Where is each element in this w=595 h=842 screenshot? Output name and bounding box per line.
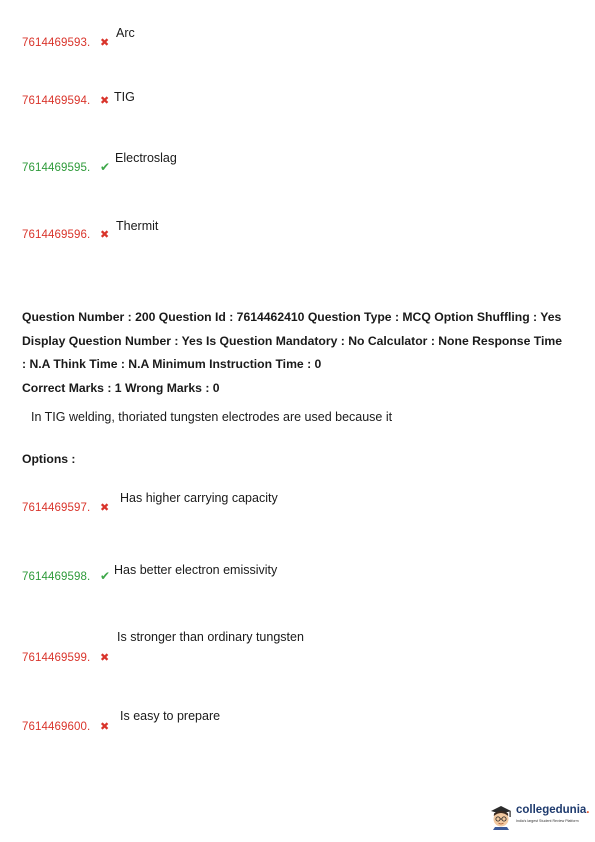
option-text: TIG	[114, 90, 135, 104]
option-id: 7614469596.	[22, 229, 91, 241]
mascot-icon	[488, 800, 514, 830]
brand-tagline: India's largest Student Review Platform	[516, 819, 579, 823]
check-icon: ✔	[100, 569, 111, 583]
cross-icon: ✖	[100, 37, 110, 49]
cross-icon: ✖	[100, 502, 110, 514]
cross-icon: ✖	[100, 95, 110, 107]
question-meta-line-3: : N.A Think Time : N.A Minimum Instruction Time : 0	[22, 357, 322, 371]
cross-icon: ✖	[100, 652, 110, 664]
option-text: Thermit	[116, 219, 159, 233]
option-id: 7614469600.	[22, 721, 91, 733]
option-text: Is stronger than ordinary tungsten	[117, 630, 304, 644]
check-icon: ✔	[100, 160, 111, 174]
options-label: Options :	[22, 452, 76, 466]
cross-icon: ✖	[100, 721, 110, 733]
option-text: Arc	[116, 26, 135, 40]
cross-icon: ✖	[100, 229, 110, 241]
option-id: 7614469595.	[22, 162, 91, 174]
option-id: 7614469598.	[22, 571, 91, 583]
question-meta-line-1: Question Number : 200 Question Id : 7614462410 Question Type : MCQ Option Shuffling : Yes	[22, 310, 562, 324]
question-marks: Correct Marks : 1 Wrong Marks : 0	[22, 380, 220, 395]
question-text: In TIG welding, thoriated tungsten electrodes are used because it	[31, 410, 393, 424]
option-text: Electroslag	[115, 151, 177, 165]
option-id: 7614469597.	[22, 502, 91, 514]
question-meta	[22, 306, 582, 400]
option-text: Has better electron emissivity	[114, 563, 278, 577]
option-id: 7614469599.	[22, 652, 91, 664]
option-id: 7614469594.	[22, 95, 91, 107]
option-text: Is easy to prepare	[120, 709, 221, 723]
brand-name: collegedunia.	[516, 804, 590, 816]
question-meta-line-2: Display Question Number : Yes Is Question Mandatory : No Calculator : None Response Time	[22, 333, 562, 348]
option-id: 7614469593.	[22, 37, 91, 49]
option-text: Has higher carrying capacity	[120, 491, 278, 505]
brand-logo	[488, 800, 588, 832]
